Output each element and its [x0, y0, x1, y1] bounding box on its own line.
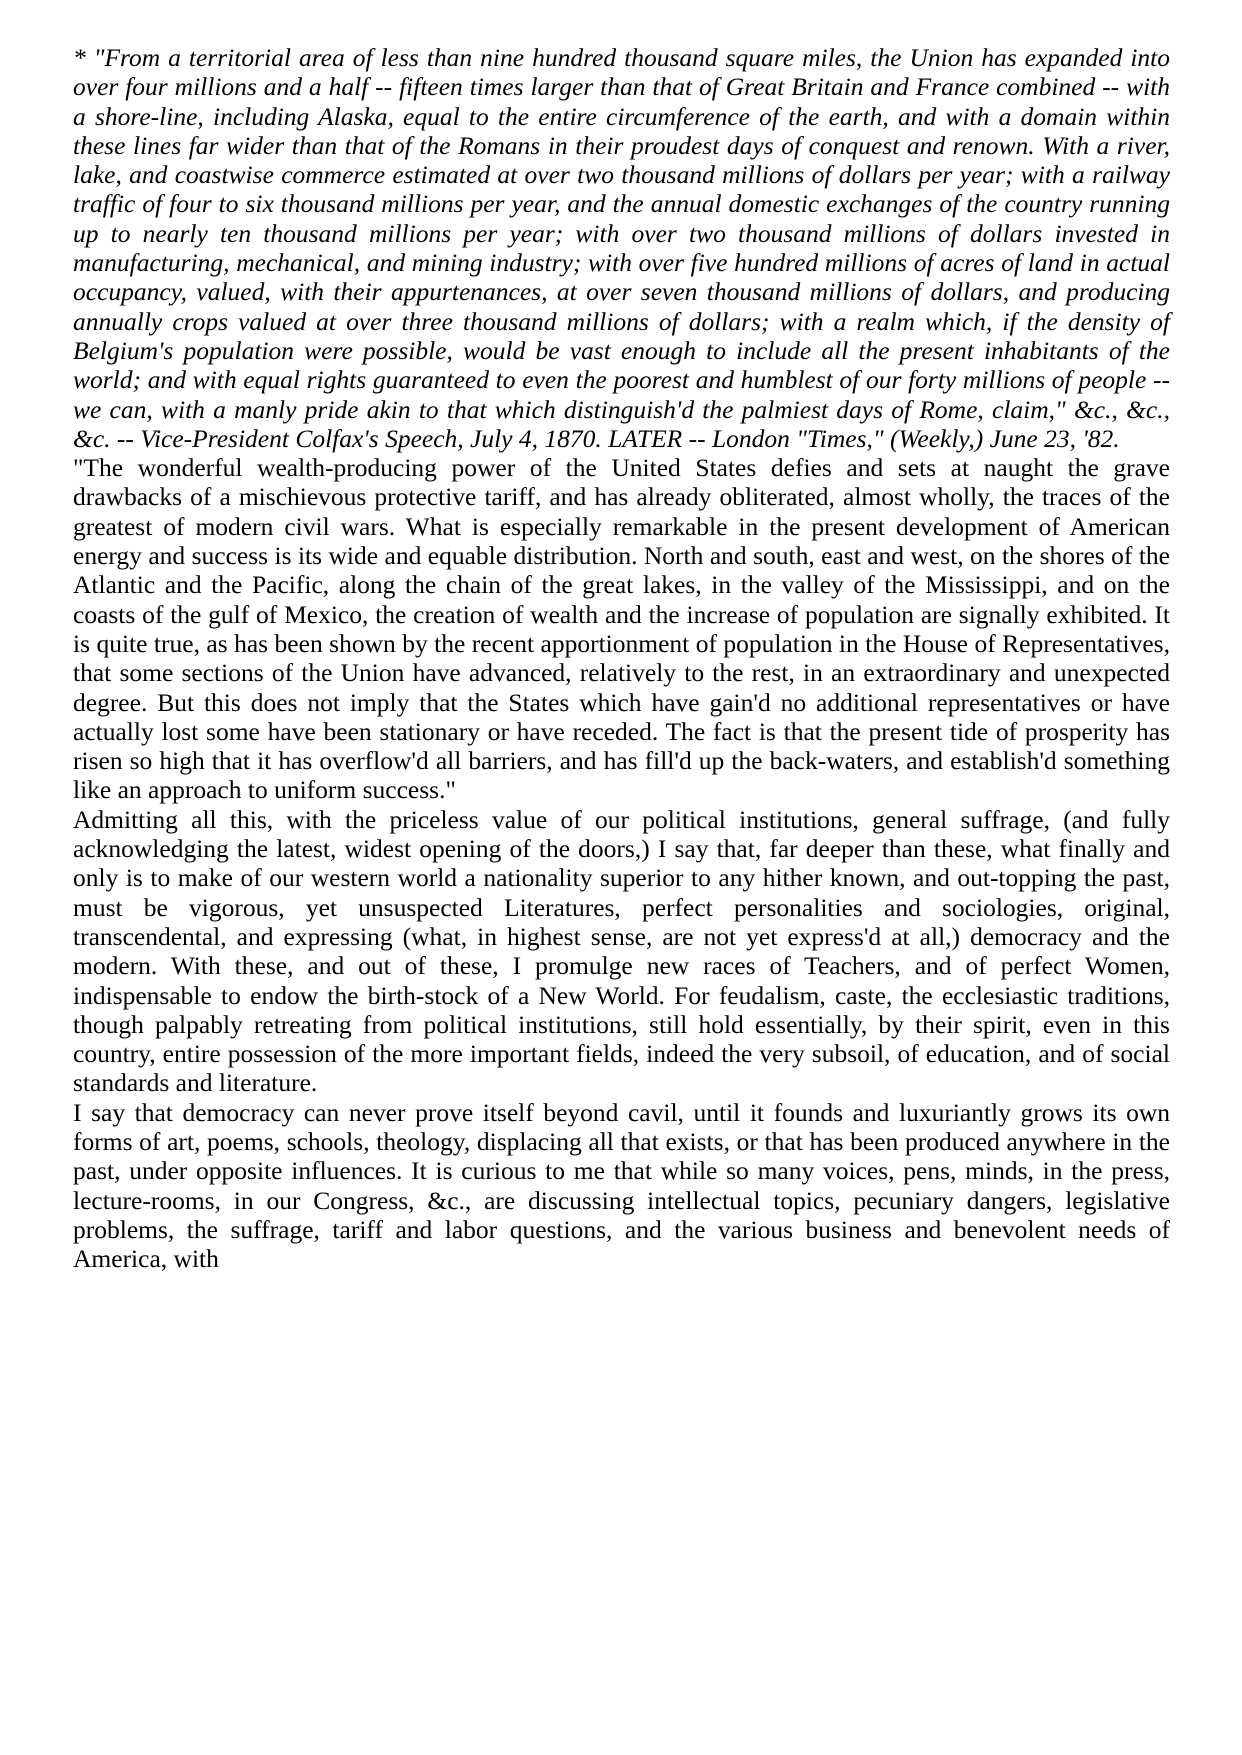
- footnote-colfax-quote: * "From a territorial area of less than nine hundred thousand square miles, the Union has expanded into over four millions and a half -- fifteen times larger than that of Great Britain and France combined -- with a shore-line, including Alaska, equal to the entire circumference of the earth, and with a domain within these lines far wider than that of the Romans in their proudest days of conquest and renown. With a river, lake, and coastwise commerce estimated at over two thousand millions of dollars per year; with a railway traffic of four to six thousand millions per year, and the annual domestic exchanges of the country running up to nearly ten thousand millions per year; with over two thousand millions of dollars invested in manufacturing, mechanical, and mining industry; with over five hundred millions of acres of land in actual occupancy, valued, with their appurtenances, at over seven thousand millions of dollars, and producing annually crops valued at over three thousand millions of dollars; with a realm which, if the density of Belgium's population were possible, would be vast enough to include all the present inhabitants of the world; and with equal rights guaranteed to even the poorest and humblest of our forty millions of people -- we can, with a manly pride akin to that which distinguish'd the palmiest days of Rome, claim," &c., &c., &c. -- Vice-President Colfax's Speech, July 4, 1870. LATER -- London "Times," (Weekly,) June 23, '82.: [73, 43, 1170, 453]
- document-page: [73, 43, 1170, 1273]
- paragraph-admitting-all-this: Admitting all this, with the priceless value of our political institutions, general suffrage, (and fully acknowledging the latest, widest opening of the doors,) I say that, far deeper than these, what finally and only is to make of our western world a nationality superior to any hither known, and out-topping the past, must be vigorous, yet unsuspected Literatures, perfect personalities and sociologies, original, transcendental, and expressing (what, in highest sense, are not yet express'd at all,) democracy and the modern. With these, and out of these, I promulge new races of Teachers, and of perfect Women, indispensable to endow the birth-stock of a New World. For feudalism, caste, the ecclesiastic traditions, though palpably retreating from political institutions, still hold essentially, by their spirit, even in this country, entire possession of the more important fields, indeed the very subsoil, of education, and of social standards and literature.: [73, 804, 1170, 1098]
- paragraph-democracy-never-prove: I say that democracy can never prove itself beyond cavil, until it founds and luxuriantly grows its own forms of art, poems, schools, theology, displacing all that exists, or that has been produced anywhere in the past, under opposite influences. It is curious to me that while so many voices, pens, minds, in the press, lecture-rooms, in our Congress, &c., are discussing intellectual topics, pecuniary dangers, legislative problems, the suffrage, tariff and labor questions, and the various business and benevolent needs of America, with: [73, 1097, 1170, 1274]
- paragraph-times-quote: "The wonderful wealth-producing power of the United States defies and sets at naught the grave drawbacks of a mischievous protective tariff, and has already obliterated, almost wholly, the traces of the greatest of modern civil wars. What is especially remarkable in the present development of American energy and success is its wide and equable distribution. North and south, east and west, on the shores of the Atlantic and the Pacific, along the chain of the great lakes, in the valley of the Mississippi, and on the coasts of the gulf of Mexico, the creation of wealth and the increase of population are signally exhibited. It is quite true, as has been shown by the recent apportionment of population in the House of Representatives, that some sections of the Union have advanced, relatively to the rest, in an extraordinary and unexpected degree. But this does not imply that the States which have gain'd no additional representatives or have actually lost some have been stationary or have receded. The fact is that the present tide of prosperity has risen so high that it has overflow'd all barriers, and has fill'd up the back-waters, and establish'd something like an approach to uniform success.": [73, 453, 1170, 805]
